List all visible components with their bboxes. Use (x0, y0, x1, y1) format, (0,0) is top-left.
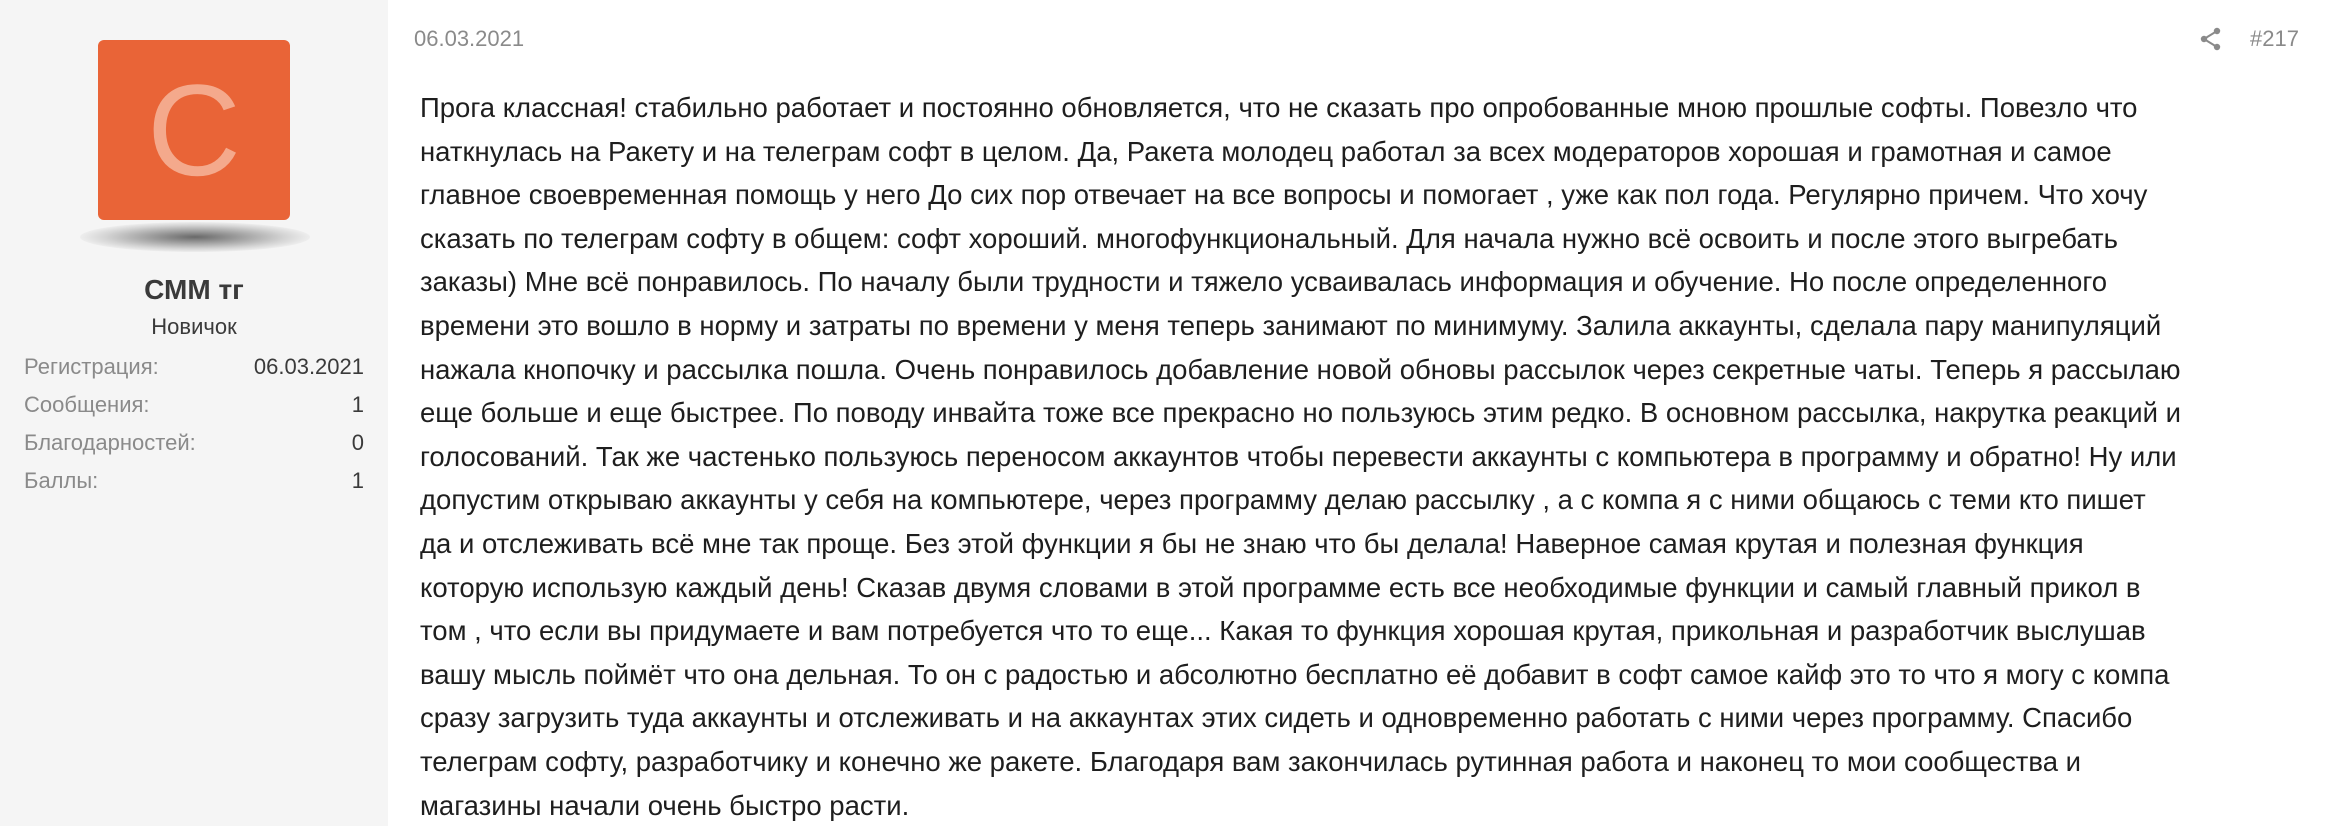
stat-value: 1 (352, 462, 364, 500)
stat-registration (24, 348, 364, 386)
stat-label: Баллы: (24, 462, 98, 500)
post-text-line: еще больше и еще быстрее. По поводу инвайта тоже все прекрасно но пользуюсь этим редко. В основном рассылка, накрутка реакций и (420, 391, 2320, 435)
stat-thanks (24, 424, 364, 462)
post-text-line: вашу мысль поймёт что она дельная. То он с радостью и абсолютно бесплатно её добавит в софт самое кайф это то что я могу с компа (420, 653, 2320, 697)
post-date[interactable]: 06.03.2021 (414, 26, 524, 52)
post-text-line: магазины начали очень быстро расти. (420, 784, 2320, 827)
post-text-line: допустим открываю аккаунты у себя на компьютере, через программу делаю рассылку , а с компа я с ними общаюсь с теми кто пишет (420, 478, 2320, 522)
post-text-line: которую использую каждый день! Сказав двумя словами в этой программе есть все необходимые функции и самый главный прикол в (420, 566, 2320, 610)
stat-messages (24, 386, 364, 424)
post-text-line: голосований. Так же частенько пользуюсь переносом аккаунтов чтобы перевести аккаунты с компьютера в программу и обратно! Ну или (420, 435, 2320, 479)
avatar[interactable] (98, 40, 290, 220)
user-title: Новичок (0, 314, 388, 340)
stat-label: Благодарностей: (24, 424, 196, 462)
post-body (420, 86, 2320, 827)
post-text-line: сказать по телеграм софту в общем: софт хороший. многофункциональный. Для начала нужно всё освоить и после этого выгребать (420, 217, 2320, 261)
avatar-shadow (80, 222, 310, 252)
post-text-line: да и отслеживать всё мне так проще. Без этой функции я бы не знаю что бы делала! Наверное самая крутая и полезная функция (420, 522, 2320, 566)
user-stats (24, 348, 364, 500)
post-text-line: наткнулась на Ракету и на телеграм софт в целом. Да, Ракета молодец работал за всех модераторов хорошая и грамотная и самое (420, 130, 2320, 174)
post-text-line: заказы) Мне всё понравилось. По началу были трудности и тяжело усваивалась информация и обучение. Но после определенного (420, 260, 2320, 304)
username[interactable]: СММ тг (0, 274, 388, 306)
stat-points (24, 462, 364, 500)
avatar-letter: С (147, 65, 241, 195)
stat-label: Сообщения: (24, 386, 150, 424)
stat-value: 06.03.2021 (254, 348, 364, 386)
post-text-line: Прога классная! стабильно работает и постоянно обновляется, что не сказать про опробованные мною прошлые софты. Повезло что (420, 86, 2320, 130)
post-text-line: том , что если вы придумаете и вам потребуется что то еще... Какая то функция хорошая крутая, прикольная и разработчик выслушав (420, 609, 2320, 653)
post-text-line: главное своевременная помощь у него До сих пор отвечает на все вопросы и помогает , уже как пол года. Регулярно причем. Что хочу (420, 173, 2320, 217)
share-icon[interactable] (2198, 26, 2224, 52)
stat-value: 1 (352, 386, 364, 424)
post-text-line: времени это вошло в норму и затраты по времени у меня теперь занимают по минимуму. Залила аккаунты, сделала пару манипуляций (420, 304, 2320, 348)
post-number-link[interactable]: #217 (2250, 26, 2299, 52)
post-text-line: сразу загрузить туда аккаунты и отслеживать и на аккаунтах этих сидеть и одновременно работать с ними через программу. Спасибо (420, 696, 2320, 740)
user-sidebar (0, 0, 388, 826)
post-text-line: телеграм софту, разработчику и конечно же ракете. Благодаря вам закончилась рутинная работа и наконец то мои сообщества и (420, 740, 2320, 784)
stat-value: 0 (352, 424, 364, 462)
stat-label: Регистрация: (24, 348, 159, 386)
post-text-line: нажала кнопочку и рассылка пошла. Очень понравилось добавление новой обновы рассылок через секретные чаты. Теперь я рассылаю (420, 348, 2320, 392)
